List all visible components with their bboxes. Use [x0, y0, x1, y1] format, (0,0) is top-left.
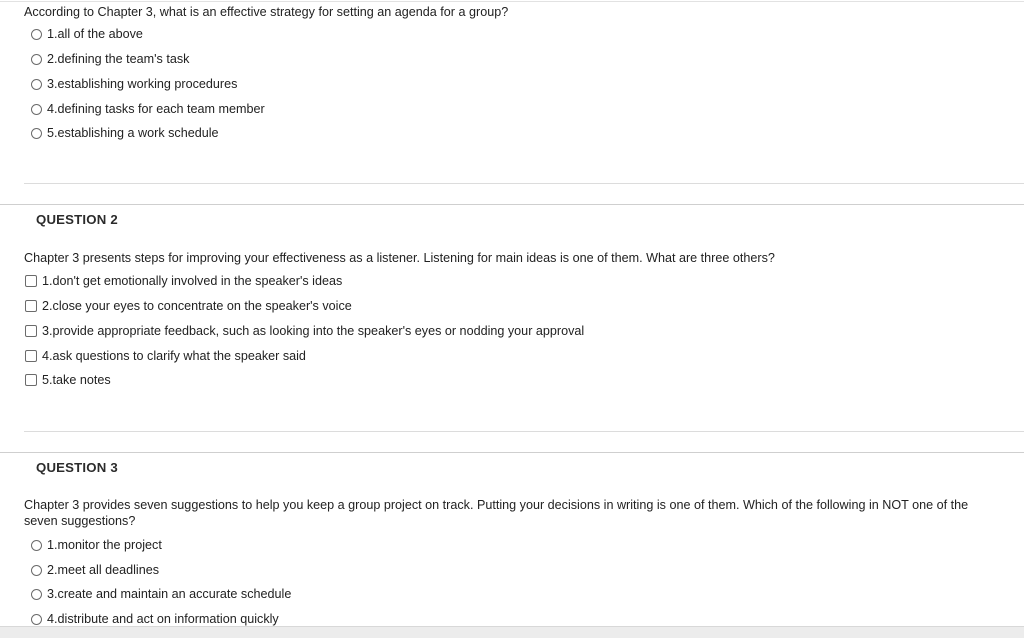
option-number: 3.	[47, 77, 58, 91]
radio-button[interactable]	[31, 104, 42, 115]
question-2-top-rule	[0, 204, 1024, 205]
q3-option-2[interactable]	[31, 561, 159, 579]
q1-option-4[interactable]	[31, 100, 265, 118]
option-number: 3.	[42, 324, 53, 338]
question-3-heading: QUESTION 3	[36, 460, 118, 475]
q3-option-3[interactable]	[31, 585, 291, 603]
option-label: establishing a work schedule	[57, 126, 219, 140]
question-3-text: Chapter 3 provides seven suggestions to help you keep a group project on track. Putting your decisions in writing is one of them. Which of the following in NOT one of the seven suggestions?	[24, 498, 969, 528]
radio-button[interactable]	[31, 54, 42, 65]
question-2-divider	[24, 431, 1024, 432]
radio-button[interactable]	[31, 29, 42, 40]
radio-button[interactable]	[31, 79, 42, 90]
checkbox[interactable]	[25, 300, 37, 312]
option-label: provide appropriate feedback, such as looking into the speaker's eyes or nodding your approval	[52, 324, 585, 338]
option-number: 5.	[47, 126, 58, 140]
option-label: defining tasks for each team member	[57, 102, 265, 116]
q1-option-5[interactable]	[31, 124, 219, 142]
checkbox[interactable]	[25, 374, 37, 386]
option-label: ask questions to clarify what the speaker said	[52, 349, 306, 363]
option-label: all of the above	[57, 27, 143, 41]
radio-button[interactable]	[31, 565, 42, 576]
option-label: close your eyes to concentrate on the speaker's voice	[52, 299, 352, 313]
checkbox[interactable]	[25, 275, 37, 287]
q1-option-2[interactable]	[31, 50, 189, 68]
option-label: create and maintain an accurate schedule	[57, 587, 292, 601]
radio-button[interactable]	[31, 128, 42, 139]
option-number: 1.	[42, 274, 53, 288]
q3-option-1[interactable]	[31, 536, 162, 554]
question-1-divider	[24, 183, 1024, 184]
q2-option-1[interactable]	[25, 272, 342, 290]
option-number: 5.	[42, 373, 53, 387]
q1-option-1[interactable]	[31, 25, 143, 43]
option-number: 2.	[47, 52, 58, 66]
q2-option-4[interactable]	[25, 347, 306, 365]
option-number: 4.	[42, 349, 53, 363]
q2-option-3[interactable]	[25, 322, 584, 340]
question-2-heading: QUESTION 2	[36, 212, 118, 227]
q1-option-3[interactable]	[31, 75, 237, 93]
option-number: 1.	[47, 27, 58, 41]
option-label: take notes	[52, 373, 111, 387]
option-number: 3.	[47, 587, 58, 601]
radio-button[interactable]	[31, 589, 42, 600]
top-divider	[0, 1, 1024, 2]
checkbox[interactable]	[25, 350, 37, 362]
option-label: don't get emotionally involved in the speaker's ideas	[52, 274, 343, 288]
radio-button[interactable]	[31, 540, 42, 551]
question-2-text: Chapter 3 presents steps for improving your effectiveness as a listener. Listening for main ideas is one of them. What are three others?	[24, 251, 775, 265]
option-number: 1.	[47, 538, 58, 552]
q2-option-5[interactable]	[25, 371, 111, 389]
q2-option-2[interactable]	[25, 297, 352, 315]
option-label: distribute and act on information quickly	[57, 612, 279, 626]
option-label: monitor the project	[57, 538, 162, 552]
option-label: defining the team's task	[57, 52, 190, 66]
question-3-top-rule	[0, 452, 1024, 453]
option-number: 2.	[42, 299, 53, 313]
horizontal-scrollbar[interactable]	[0, 626, 1024, 638]
radio-button[interactable]	[31, 614, 42, 625]
option-label: meet all deadlines	[57, 563, 160, 577]
question-1-text: According to Chapter 3, what is an effective strategy for setting an agenda for a group?	[24, 5, 509, 19]
option-number: 2.	[47, 563, 58, 577]
option-number: 4.	[47, 102, 58, 116]
checkbox[interactable]	[25, 325, 37, 337]
option-number: 4.	[47, 612, 58, 626]
option-label: establishing working procedures	[57, 77, 238, 91]
